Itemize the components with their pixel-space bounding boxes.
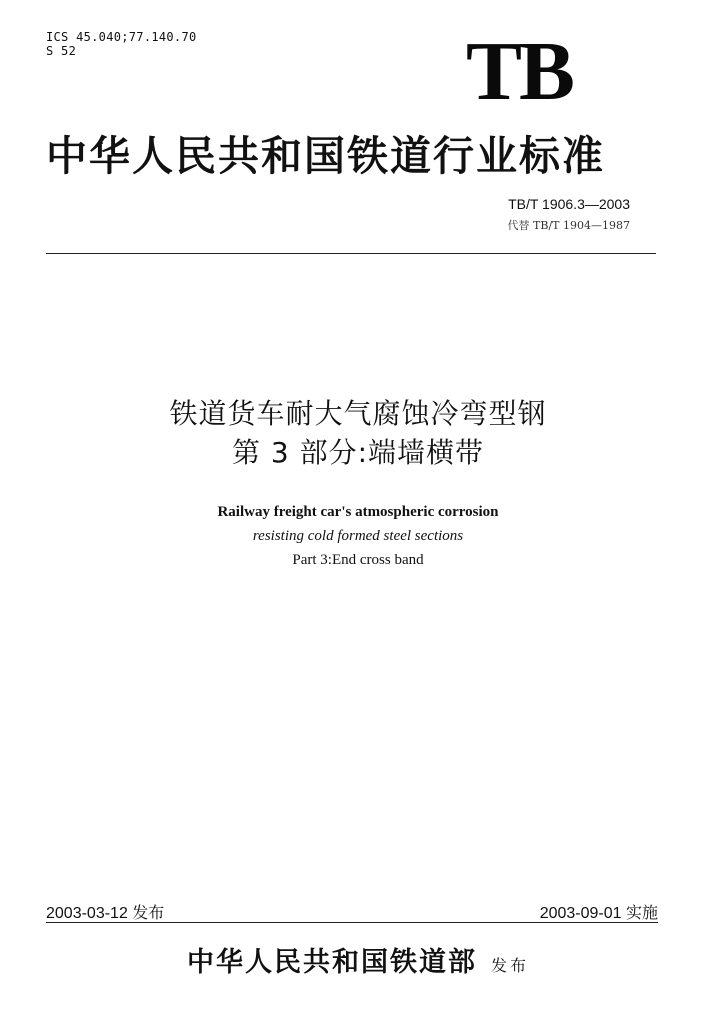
publisher-label: 发布 [490,956,529,975]
standard-number: TB/T 1906.3—2003 [508,196,630,212]
replaced-standard: 代替 TB/T 1904—1987 [507,219,630,232]
english-title-line-3: Part 3:End cross band [292,552,424,568]
publisher-organization: 中华人民共和国铁道部 [186,947,477,978]
effective-date: 2003-09-01 实施 [539,905,658,922]
standard-category-title: 中华人民共和国铁道行业标准 [46,132,605,180]
english-title-line-2: resisting cold formed steel sections [252,528,464,544]
ics-code: ICS 45.040;77.140.70 [46,30,197,44]
issue-date: 2003-03-12 发布 [46,905,165,922]
publisher [0,940,716,979]
classification-codes [46,30,197,58]
chinese-title-line-1: 铁道货车耐大气腐蚀冷弯型钢 [169,397,547,430]
english-title-line-1: Railway freight car's atmospheric corrosion [217,504,499,520]
tb-logo: TB [466,25,573,118]
ccs-code: S 52 [46,44,77,58]
footer-divider [46,922,658,923]
header-divider [46,253,656,254]
chinese-title-line-2: 第 3 部分:端墙横带 [231,436,485,469]
